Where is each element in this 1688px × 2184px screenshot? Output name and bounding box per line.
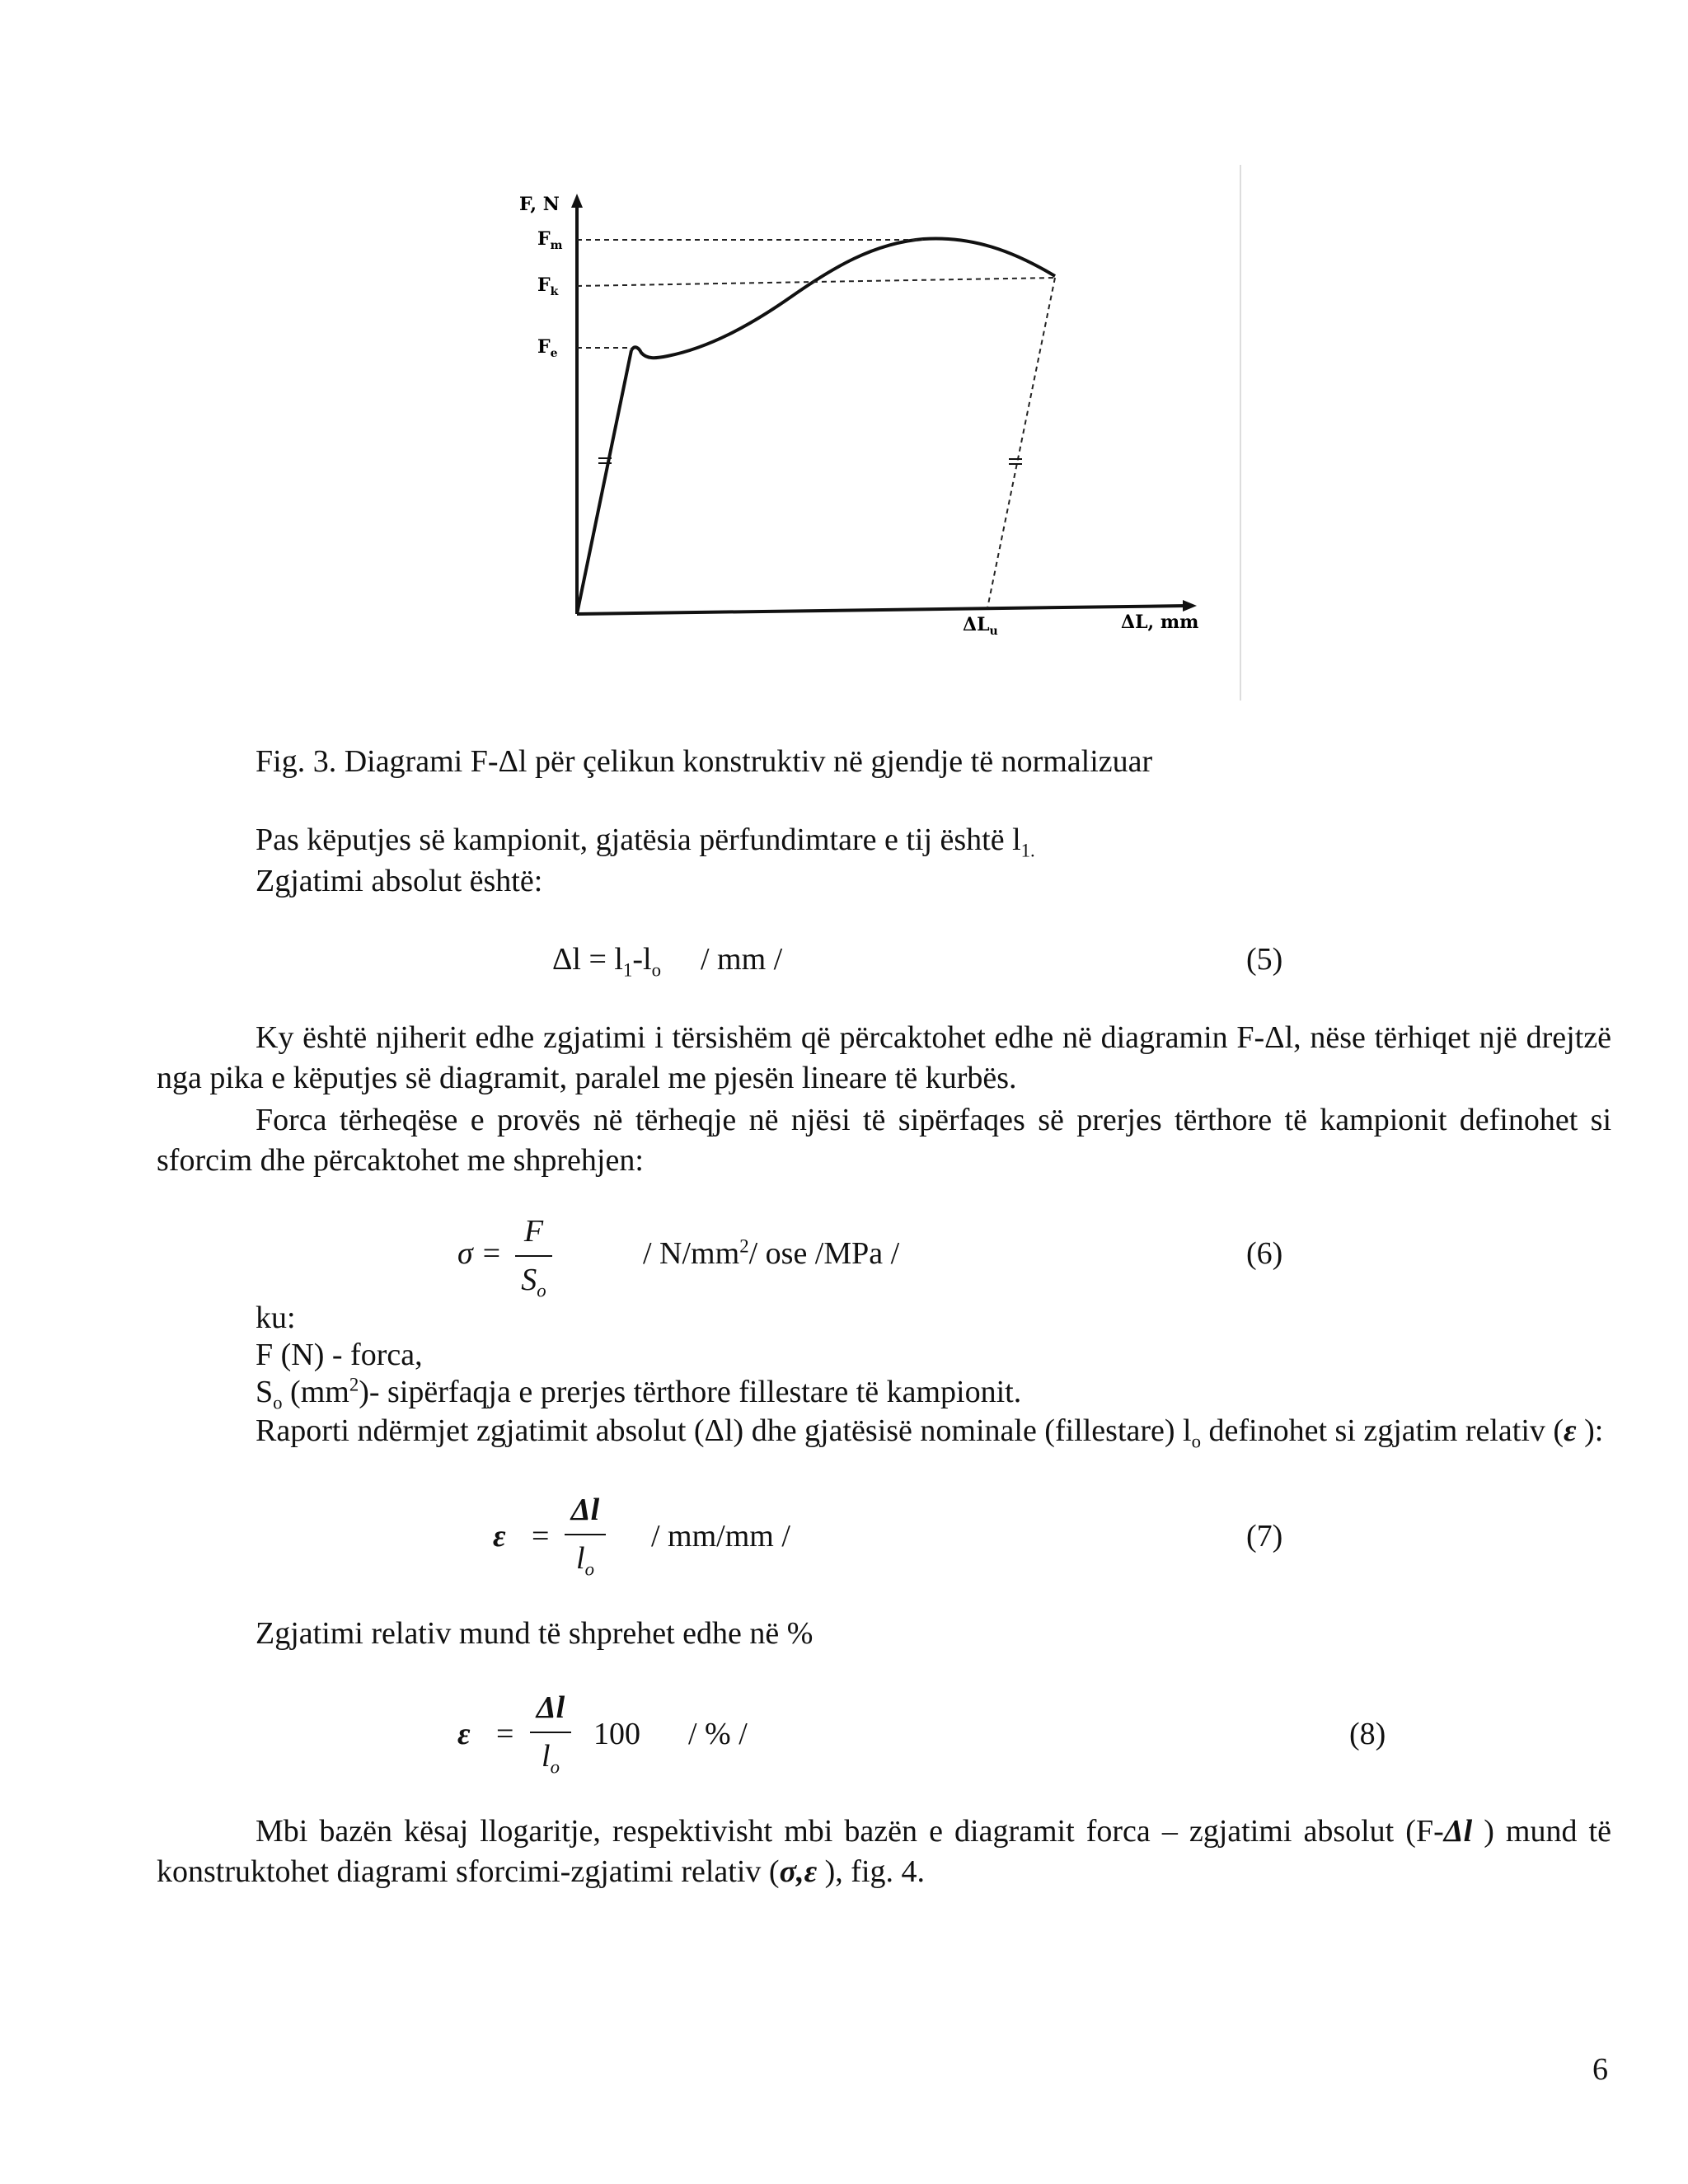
- equation-8-equals: =: [496, 1717, 514, 1751]
- x-axis: [577, 606, 1187, 614]
- paragraph-percent: Zgjatimi relativ mund të shprehet edhe në %: [256, 1616, 814, 1651]
- figure-caption: Fig. 3. Diagrami F-Δl për çelikun konstruktiv në gjendje të normalizuar: [256, 744, 1153, 779]
- force-elongation-diagram: [495, 165, 1253, 709]
- elastic-line: [577, 350, 631, 614]
- equation-6-lhs: σ =: [457, 1236, 502, 1271]
- paragraph-absolute-elongation: Zgjatimi absolut është:: [256, 864, 543, 898]
- equation-5: $\Delta l = l_1-l_o$: [552, 942, 662, 981]
- delta-lu-label: $\Delta L_u$: [963, 614, 998, 638]
- fe-label: $F_e$: [537, 336, 558, 360]
- y-axis-label: F, N: [519, 194, 560, 215]
- equation-8-fraction: Δl $l_o$: [530, 1688, 571, 1778]
- paragraph-final-length: Pas këputjes së kampionit, gjatësia përfundimtare e tij është $l_{1.}$: [256, 823, 1035, 861]
- equation-7-lhs: ε: [493, 1519, 506, 1554]
- fk-label: $F_k$: [537, 274, 559, 298]
- paragraph-total-elongation: Ky është njiherit edhe zgjatimi i tërsishëm që përcaktohet edhe në diagramin F-Δl, nëse tërhiqet një drejtzë nga pika e këputjes së diagramit, paralel me pjesën lineare të kurbës.: [157, 1020, 1611, 1096]
- x-axis-arrow: [1183, 600, 1197, 612]
- definition-area: $S_o$ $(mm^2)-$ sipërfaqja e prerjes tërthore fillestare të kampionit.: [256, 1374, 1022, 1413]
- equation-8-lhs: ε: [457, 1717, 471, 1751]
- equation-7-fraction: Δl $l_o$: [565, 1490, 606, 1580]
- definition-force: F (N) - forca,: [256, 1338, 423, 1372]
- equation-5-number: (5): [1246, 942, 1283, 977]
- equation-6-fraction: F $S_o$: [515, 1212, 552, 1301]
- equation-7-equals: =: [532, 1519, 550, 1554]
- equation-7-number: (7): [1246, 1519, 1283, 1554]
- where-label: ku:: [256, 1301, 296, 1335]
- equation-6-number: (6): [1246, 1236, 1283, 1271]
- equation-6-unit: / $N/mm^2/$ ose /MPa /: [643, 1235, 900, 1271]
- page-number: 6: [1592, 2052, 1608, 2087]
- fm-label: $F_m$: [537, 228, 563, 252]
- unloading-line: [987, 278, 1055, 608]
- equation-5-unit: / mm /: [701, 942, 783, 977]
- paragraph-relative-elongation: Raporti ndërmjet zgjatimit absolut (Δl) dhe gjatësisë nominale (fillestare) $l_o$ definohet si zgjatim relativ (ε ):: [256, 1413, 1604, 1452]
- y-axis-arrow: [571, 194, 583, 208]
- equation-7-unit: / mm/mm /: [651, 1519, 790, 1554]
- equation-8-unit: / % /: [688, 1717, 748, 1751]
- force-curve: [631, 238, 1055, 358]
- paragraph-stress-definition: Forca tërheqëse e provës në tërheqje në njësi të sipërfaqes së prerjes tërthore të kampionit definohet si sforcim dhe përcaktohet me shprehjen:: [157, 1103, 1611, 1179]
- equation-8-factor: 100: [593, 1717, 640, 1751]
- equation-8-number: (8): [1349, 1717, 1386, 1751]
- x-axis-label: ΔL, mm: [1121, 612, 1199, 633]
- paragraph-stress-strain-diagram: Mbi bazën kësaj llogaritje, respektivisht mbi bazën e diagramit forca – zgjatimi absolut (F-Δl ) mund të konstruktohet diagrami sforcimi-zgjatimi relativ (σ,ε ), fig. 4.: [157, 1814, 1611, 1890]
